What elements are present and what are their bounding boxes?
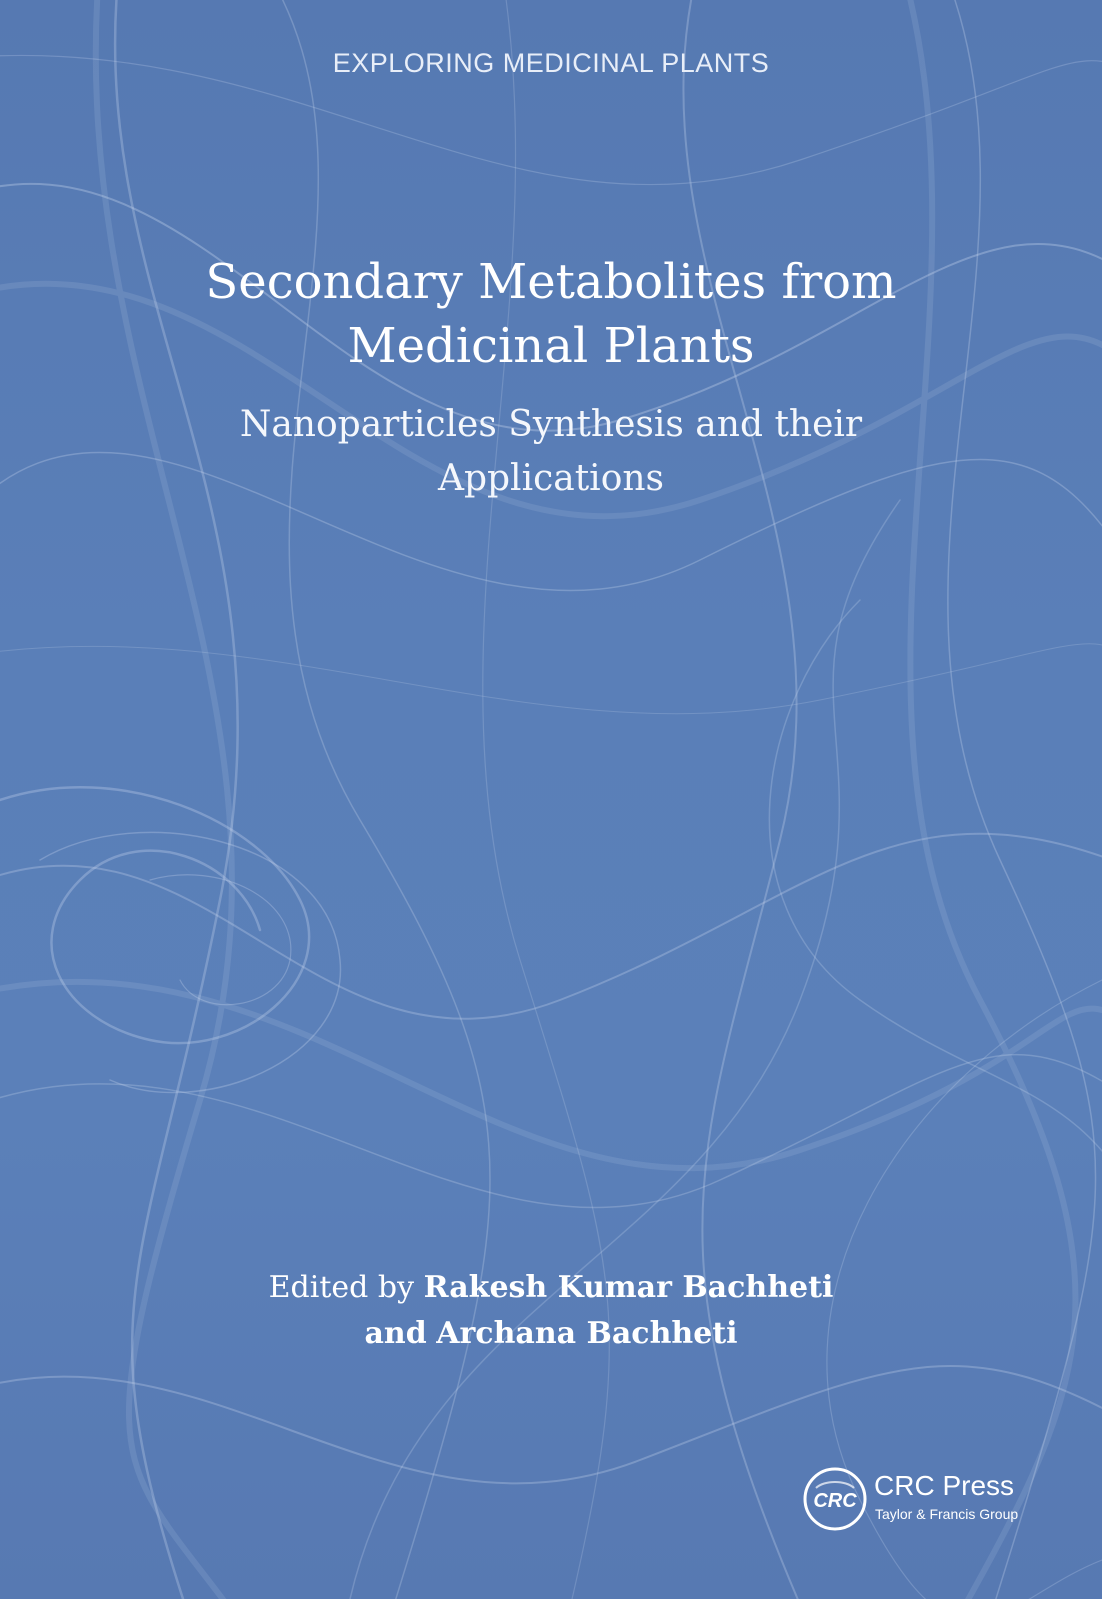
editors-credit: [150, 1265, 952, 1357]
editor-name: Archana Bachheti: [436, 1316, 738, 1351]
editor-name: Rakesh Kumar Bachheti: [423, 1270, 834, 1305]
book-subtitle: [150, 398, 952, 506]
editors-prefix: Edited by: [268, 1270, 415, 1305]
book-subtitle-line: Nanoparticles Synthesis and their: [239, 404, 863, 445]
publisher-logo: [802, 1466, 1062, 1536]
editors-join: and: [364, 1316, 427, 1351]
book-subtitle-line: Applications: [437, 458, 665, 499]
book-title-line: Secondary Metabolites from: [205, 254, 897, 310]
book-title: [100, 250, 1002, 378]
book-title-line: Medicinal Plants: [347, 318, 755, 374]
publisher-name: CRC Press: [874, 1470, 1015, 1501]
crc-logo-text: CRC: [813, 1490, 857, 1512]
editors-line: [150, 1311, 952, 1357]
crc-logo-icon: [802, 1466, 868, 1532]
publisher-group: Taylor & Francis Group: [875, 1506, 1019, 1522]
series-name: EXPLORING MEDICINAL PLANTS: [332, 48, 770, 78]
editors-line: [150, 1265, 952, 1311]
